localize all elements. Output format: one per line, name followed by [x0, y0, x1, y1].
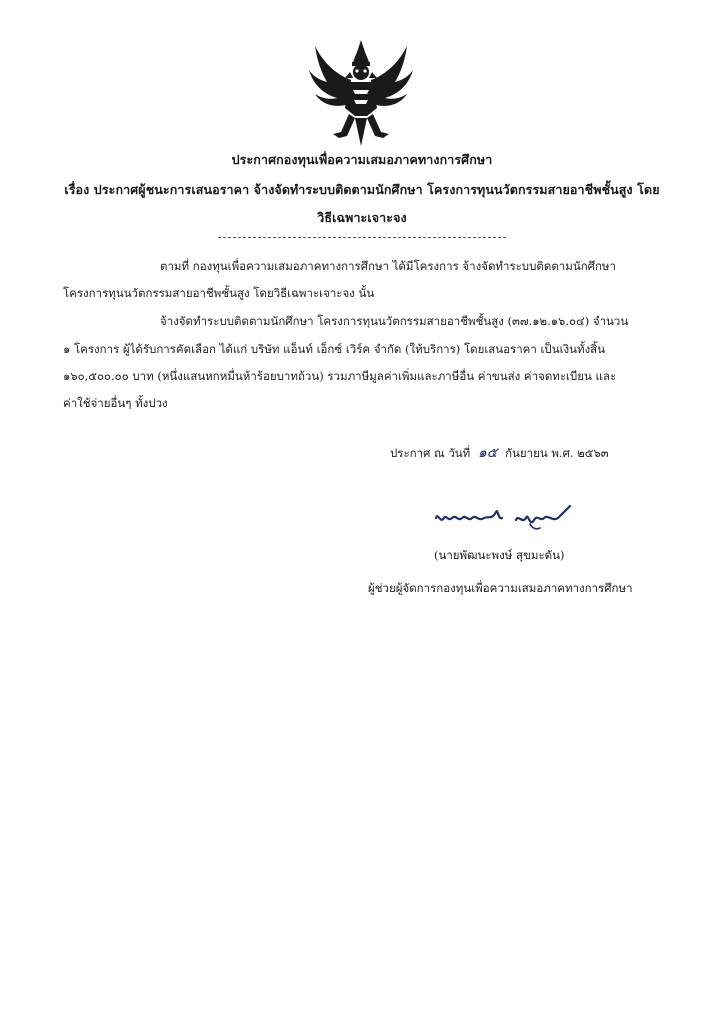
garuda-emblem-icon — [305, 38, 417, 150]
paragraph-2-line-2: ๑ โครงการ ผู้ได้รับการคัดเลือก ได้แก่ บริษัท แอ็นท์ เอ็กซ์ เวิร์ค จำกัด (ให้บริการ) โดยเสนอราคา เป็นเงินทั้งสิ้น — [63, 342, 606, 356]
date-line — [390, 442, 609, 464]
paragraph-1-line-1: ตามที่ กองทุนเพื่อความเสมอภาคทางการศึกษา ได้มีโครงการ จ้างจัดทำระบบติดตามนักศึกษา — [160, 259, 616, 273]
date-day: ๑๕ — [477, 445, 498, 461]
date-prefix: ประกาศ ณ วันที่ — [390, 446, 471, 460]
subject-line-2: วิธีเฉพาะเจาะจง — [317, 210, 407, 225]
subject-line-1: เรื่อง ประกาศผู้ชนะการเสนอราคา จ้างจัดทำระบบติดตามนักศึกษา โครงการทุนนวัตกรรมสายอาชีพชั้นสูง โดย — [64, 182, 660, 197]
paragraph-2-line-3: ๑๖๐,๕๐๐.๐๐ บาท (หนึ่งแสนหกหมื่นห้าร้อยบาทถ้วน) รวมภาษีมูลค่าเพิ่มและภาษีอื่น ค่าขนส่ง ค่าจดทะเบียน และ — [63, 369, 617, 383]
date-month-year: กันยายน พ.ศ. ๒๕๖๓ — [505, 446, 609, 460]
signer-name: (นายพัฒนะพงษ์ สุขมะดัน) — [434, 548, 565, 562]
handwritten-signature-icon — [432, 500, 582, 536]
signer-position: ผู้ช่วยผู้จัดการกองทุนเพื่อความเสมอภาคทางการศึกษา — [368, 581, 633, 595]
separator-line — [218, 237, 506, 238]
paragraph-1-line-2: โครงการทุนนวัตกรรมสายอาชีพชั้นสูง โดยวิธีเฉพาะเจาะจง นั้น — [63, 286, 375, 300]
paragraph-2-line-1: จ้างจัดทำระบบติดตามนักศึกษา โครงการทุนนวัตกรรมสายอาชีพชั้นสูง (๓๗.๑๒.๑๖.๐๔) จำนวน — [160, 314, 629, 328]
paragraph-2-line-4: ค่าใช้จ่ายอื่นๆ ทั้งปวง — [63, 396, 168, 410]
announcement-title: ประกาศกองทุนเพื่อความเสมอภาคทางการศึกษา — [231, 152, 493, 167]
